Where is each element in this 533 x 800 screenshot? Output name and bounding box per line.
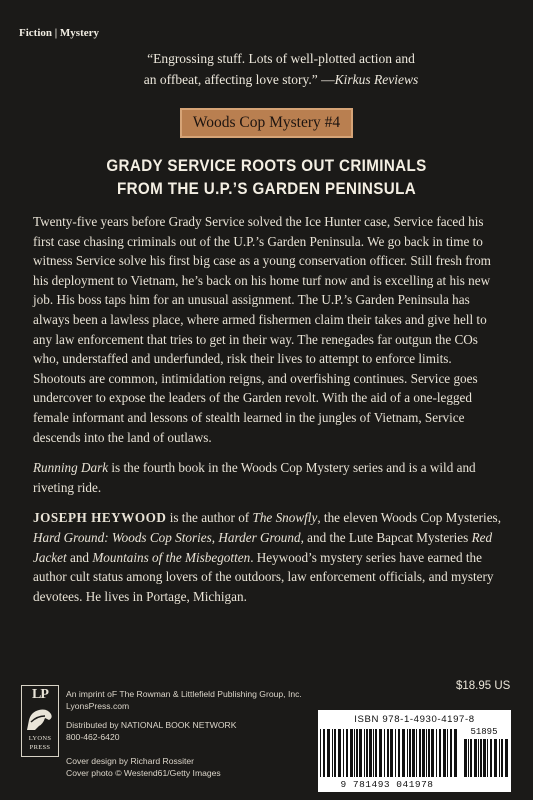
barcode-bar [478,739,479,777]
barcode-bar [428,729,430,777]
review-line-1: “Engrossing stuff. Lots of well-plotted action and [147,51,415,66]
barcode-bar [454,729,457,777]
barcode-bar [323,729,325,777]
publisher-logo-letters: LP [32,687,48,702]
publisher-imprint: An imprint oF The Rowman & Littlefield Publishing Group, Inc. [66,689,302,699]
barcode-bar [439,729,441,777]
publisher-logo-word-2: PRESS [29,744,51,751]
barcode-bar [483,739,486,777]
ean-barcode-bars [320,729,458,777]
barcode-bar [346,729,348,777]
publisher-logo-word-1: LYONS [28,735,52,742]
barcode-bar [390,729,393,777]
barcode-bar [468,739,469,777]
barcode-bar [350,729,353,777]
barcode-bar [398,729,400,777]
author-bio-paragraph: JOSEPH HEYWOOD is the author of The Snowfly, the eleven Woods Cop Mysteries, Hard Ground: Woods Cop Stories, Harder Ground, and the Lute Bapcat Mysteries Red Jacket and Mountains of the Misbegotten. Heywood’s mystery series have earned the author cult status among lovers of the outdoors, law enforcement officials, and mystery devotees. He lives in Portage, Michigan. [33,510,501,604]
barcode-number: 9 781493 041978 [340,779,434,790]
barcode-bar [384,729,385,777]
price: $18.95 US [456,680,511,692]
barcode-bar [354,729,355,777]
barcode-bar [450,729,452,777]
review-line-2: an offbeat, affecting love story.” — [143,72,335,87]
barcode-bar [499,739,500,777]
barcode-bar [490,739,492,777]
barcode-bar [480,739,482,777]
addon-barcode-bars [464,739,508,787]
barcode-bar [443,729,446,777]
publisher-website: LyonsPress.com [66,701,130,711]
headline-line-1: GRADY SERVICE ROOTS OUT CRIMINALS [106,157,427,175]
genre-label: Fiction | Mystery [19,27,100,39]
barcode-bar [356,729,358,777]
distributor-phone: 800-462-6420 [66,732,120,742]
isbn-label: ISBN 978-1-4930-4197-8 [354,714,475,725]
barcode-bar [395,729,396,777]
barcode-bar [422,729,425,777]
author-name: JOSEPH HEYWOOD [33,510,167,526]
barcode-bar [334,729,336,777]
review-quote [96,48,466,90]
barcode-bar [379,729,382,777]
headline-line-2: FROM THE U.P.’S GARDEN PENINSULA [116,180,417,198]
book-title: Running Dark [33,460,109,476]
barcode-bar [359,729,362,777]
barcode-bar [338,729,341,777]
barcode-bar [332,729,333,777]
barcode-bar [364,729,365,777]
cover-design-credit: Cover design by Richard Rossiter [66,756,195,766]
barcode-bar [375,729,377,777]
distributor: Distributed by NATIONAL BOOK NETWORK [66,720,237,730]
barcode-bar [320,729,321,777]
barcode-bar [366,729,368,777]
barcode-bar [501,739,503,777]
synopsis-paragraph: Twenty-five years before Grady Service solved the Ice Hunter case, Service faced his first case chasing criminals out of the U.P.’s Garden Peninsula. We go back in time to witness Service solve his first big case as a young conservation officer. Still fresh from his deployment to Vietnam, he’s back on his home turf now and is excelling at his new job. His boss taps him for an unusual assignment. The U.P.’s Garden Peninsula has always been a lawless place, where armed fishermen claim their takes and give hell to any law enforcement that tries to get in their way. The renegades far outgun the COs who, understaffed and underfunded, risk their lives to attempt to enforce limits. Shootouts are common, intimidation reigns, and overfishing continues. Service goes undercover to expose the leaders of the Garden revolt. With the aid of a one-legged female informant and lessons of stealth learned in the jungles of Vietnam, Service descends into the land of outlaws. [33,214,491,445]
barcode-bar [436,729,437,777]
barcode-bar [416,729,417,777]
lion-icon [25,704,55,732]
barcode-bar [431,729,434,777]
barcode-bar [409,729,411,777]
cover-photo-credit: Cover photo © Westend61/Getty Images [66,768,221,778]
back-cover-body [33,212,503,617]
barcode-bar [407,729,408,777]
barcode-bar [470,739,472,777]
barcode-bar [327,729,330,777]
barcode-bar [412,729,415,777]
back-cover-headline [77,155,457,201]
barcode-bar [447,729,448,777]
barcode-bar [387,729,389,777]
series-badge: Woods Cop Mystery #4 [180,108,353,138]
barcode-bar [474,739,477,777]
barcode-bar [426,729,427,777]
barcode-bar [402,729,405,777]
series-note-paragraph: Running Dark is the fourth book in the Woods Cop Mystery series and is a wild and riveting ride. [33,460,476,495]
barcode-bar [487,739,488,777]
barcode [318,710,511,792]
barcode-bar [369,729,372,777]
barcode-bar [505,739,508,777]
barcode-bar [373,729,374,777]
barcode-bar [343,729,344,777]
barcode-bar [464,739,467,777]
review-source: Kirkus Reviews [334,72,419,87]
barcode-addon-number: 51895 [470,727,498,737]
publisher-logo [21,685,59,757]
barcode-bar [494,739,497,777]
barcode-bar [419,729,421,777]
